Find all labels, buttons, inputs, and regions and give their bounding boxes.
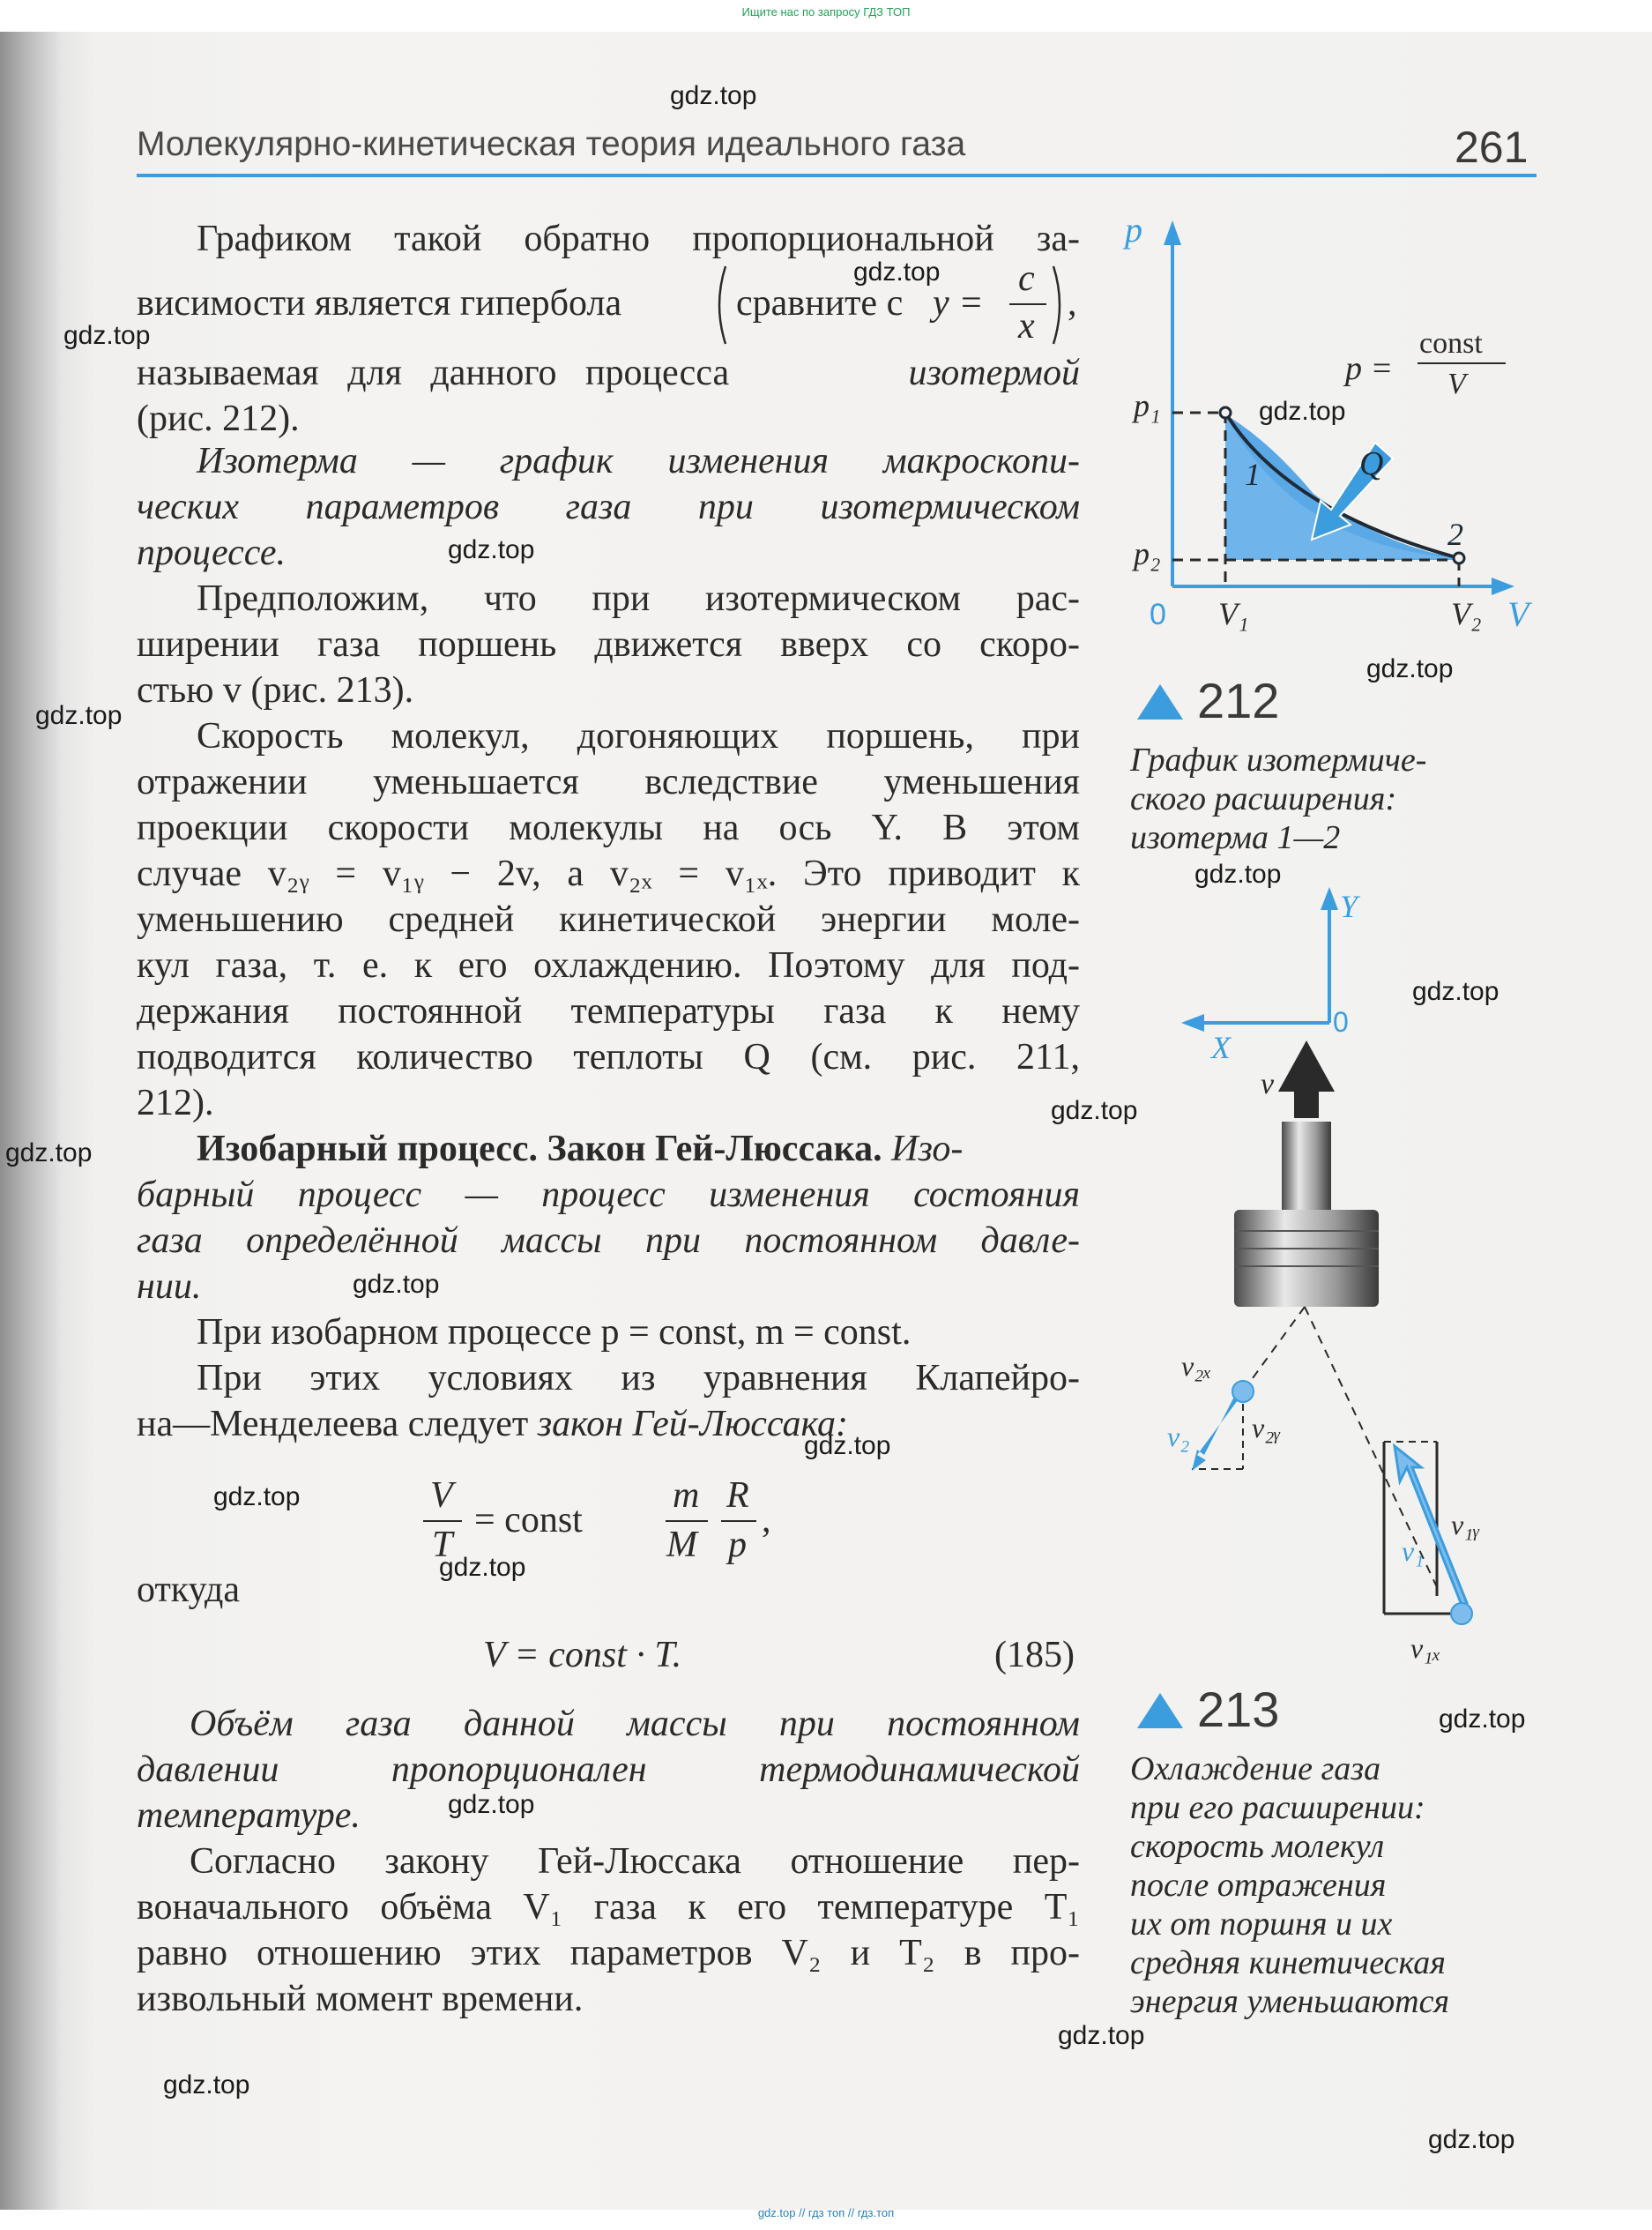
p1-label: p₁ xyxy=(1134,388,1161,423)
watermark: gdz.top xyxy=(670,81,757,110)
text-line: кул газа, т. е. к его охлаждению. Поэтому для под- xyxy=(137,945,1080,986)
v1x-label: v₁ₓ xyxy=(1410,1632,1441,1664)
watermark: gdz.top xyxy=(448,535,535,564)
text-line: стью v (рис. 213). xyxy=(137,670,414,711)
figure-212-caption-line: График изотермиче- xyxy=(1130,742,1427,779)
v1-label: V₁ xyxy=(1218,596,1249,631)
v-axis-arrow xyxy=(1492,578,1514,595)
watermark: gdz.top xyxy=(5,1138,93,1167)
figure-213-caption-line: после отражения xyxy=(1130,1867,1387,1904)
p2-label: p₂ xyxy=(1134,536,1161,571)
watermark: gdz.top xyxy=(448,1790,535,1819)
text-line: отражении уменьшается вследствие уменьшения xyxy=(137,762,1080,802)
left-paren xyxy=(711,265,729,346)
text-line: равно отношению этих параметров V₂ и T₂ в про- xyxy=(137,1933,1080,1973)
watermark: gdz.top xyxy=(1194,860,1282,889)
watermark: gdz.top xyxy=(1412,977,1499,1006)
text-line: проекции скорости молекулы на ось Y. В этом xyxy=(137,808,1080,848)
molecule-after xyxy=(1232,1381,1254,1402)
figure-212-number: 212 xyxy=(1197,673,1280,728)
section-heading-line: Изобарный процесс. Закон Гей-Люссака. Изо- xyxy=(197,1129,964,1169)
piston-head xyxy=(1234,1210,1379,1307)
figure-213-caption-line: энергия уменьшаются xyxy=(1130,1983,1450,2020)
running-header: Молекулярно-кинетическая теория идеального газа xyxy=(137,125,966,163)
definition-line: барный процесс — процесс изменения состояния xyxy=(137,1175,1080,1215)
text-line: Графиком такой обратно пропорциональной за- xyxy=(197,219,1080,259)
text-line: подводится количество теплоты Q (см. рис. 211, xyxy=(137,1037,1080,1078)
piston-velocity-label: v xyxy=(1261,1068,1275,1100)
header-rule xyxy=(137,174,1537,177)
v2x-label: v₂ₓ xyxy=(1181,1350,1212,1382)
right-paren xyxy=(1050,265,1068,346)
point-1 xyxy=(1220,407,1231,418)
point-1-label: 1 xyxy=(1245,457,1261,492)
figure-213-caption-line: при его расширении: xyxy=(1130,1789,1425,1826)
text-line: извольный момент времени. xyxy=(137,1979,584,2019)
watermark: gdz.top xyxy=(63,321,151,350)
text-line: Предположим, что при изотермическом рас- xyxy=(197,578,1080,619)
law-statement-line: температуре. xyxy=(137,1795,361,1836)
v1y-label: v₁ᵧ xyxy=(1451,1509,1480,1540)
law-statement-line: давлении пропорционален термодинамической xyxy=(137,1749,1080,1790)
text-line: При этих условиях из уравнения Клапейро- xyxy=(197,1358,1080,1398)
figure-212-caption-line: ского расширения: xyxy=(1130,780,1397,817)
page-number: 261 xyxy=(1455,123,1529,172)
watermark: gdz.top xyxy=(804,1431,891,1460)
v-axis-label: V xyxy=(1507,594,1529,634)
figure-213-caption-line: Охлаждение газа xyxy=(1130,1750,1381,1787)
equation-number: (185) xyxy=(994,1635,1075,1675)
text-line: ширении газа поршень движется вверх со скоро- xyxy=(137,624,1080,665)
text-line: 212). xyxy=(137,1083,214,1123)
definition-line: процессе. xyxy=(137,533,286,573)
watermark: gdz.top xyxy=(353,1270,440,1299)
v2y-label: v₂ᵧ xyxy=(1252,1412,1281,1443)
watermark: gdz.top xyxy=(213,1482,301,1511)
v1-label: v₁ xyxy=(1402,1535,1425,1567)
text-line: (рис. 212). xyxy=(137,399,300,439)
equation-185: V = const · T. xyxy=(483,1635,682,1675)
p-axis-label: p xyxy=(1125,212,1142,250)
law-statement-line: Объём газа данной массы при постоянном xyxy=(190,1704,1080,1744)
origin-label: 0 xyxy=(1333,1006,1349,1038)
v2-vector xyxy=(1192,1397,1238,1471)
figure-213-number: 213 xyxy=(1197,1682,1280,1737)
text-line: При изобарном процессе p = const, m = const. xyxy=(197,1312,912,1353)
figure-213-caption-line: их от поршня и их xyxy=(1130,1906,1393,1943)
v2-label: v₂ xyxy=(1167,1421,1190,1452)
formula-lhs: p = xyxy=(1345,350,1394,387)
origin-label: 0 xyxy=(1150,598,1166,631)
v2-label: V₂ xyxy=(1451,596,1482,631)
text-line: называемая для данного процесса изотермой xyxy=(137,353,1080,393)
figure-212-caption-line: изотерма 1—2 xyxy=(1130,819,1341,856)
text-line-formula: висимости является гипербола сравните с y = c x , xyxy=(137,258,1077,347)
text-line: откуда xyxy=(137,1570,240,1610)
watermark: gdz.top xyxy=(35,701,123,730)
watermark: gdz.top xyxy=(163,2070,250,2099)
piston-rod xyxy=(1282,1122,1331,1219)
watermark: gdz.top xyxy=(1051,1096,1138,1125)
top-note: Ищите нас по запросу ГДЗ ТОП xyxy=(741,5,911,19)
text-line: Согласно закону Гей-Люссака отношение пер- xyxy=(190,1841,1080,1882)
figure-212-isotherm-graph xyxy=(1120,212,1543,653)
molecule-before xyxy=(1451,1603,1472,1624)
piston-velocity-arrow xyxy=(1278,1040,1335,1118)
watermark: gdz.top xyxy=(1428,2125,1515,2154)
watermark: gdz.top xyxy=(1259,397,1346,426)
formula-denominator: V xyxy=(1447,368,1466,400)
point-2-label: 2 xyxy=(1447,517,1463,552)
text-line: случае v₂ᵧ = v₁ᵧ − 2v, а v₂ₓ = v₁ₓ. Это приводит к xyxy=(137,854,1080,894)
watermark: gdz.top xyxy=(439,1553,526,1582)
watermark: gdz.top xyxy=(853,257,941,287)
figure-213-marker-icon xyxy=(1137,1693,1183,1728)
point-2 xyxy=(1454,553,1464,563)
text-line: воначального объёма V₁ газа к его температуре T₁ xyxy=(137,1887,1080,1928)
definition-line: ческих параметров газа при изотермическом xyxy=(137,487,1080,527)
figure-213-caption-line: средняя кинетическая xyxy=(1130,1944,1446,1981)
q-label: Q xyxy=(1359,445,1384,482)
equation-gay-lussac: V T = const m M R p , xyxy=(423,1474,793,1571)
definition-line: газа определённой массы при постоянном давле- xyxy=(137,1220,1080,1261)
watermark: gdz.top xyxy=(1058,2021,1145,2050)
text-line: держания постоянной температуры газа к нему xyxy=(137,991,1080,1032)
figure-213-caption-line: скорость молекул xyxy=(1130,1828,1385,1865)
watermark: gdz.top xyxy=(1439,1704,1526,1734)
definition-line: Изотерма — график изменения макроскопи- xyxy=(197,441,1080,481)
figure-212-marker-icon xyxy=(1137,684,1183,720)
x-axis-label: X xyxy=(1211,1030,1231,1065)
bottom-note: gdz.top // гдз топ // гдз.топ xyxy=(757,2206,895,2219)
p-axis-arrow xyxy=(1164,220,1181,245)
watermark: gdz.top xyxy=(1366,654,1454,683)
text-line: уменьшению средней кинетической энергии моле- xyxy=(137,899,1080,940)
text-line: Скорость молекул, догоняющих поршень, при xyxy=(197,716,1080,757)
definition-line: нии. xyxy=(137,1266,202,1307)
text-line: на—Менделеева следует закон Гей-Люссака: xyxy=(137,1404,849,1444)
y-axis-label: Y xyxy=(1340,889,1358,924)
formula-numerator: const xyxy=(1419,327,1483,360)
